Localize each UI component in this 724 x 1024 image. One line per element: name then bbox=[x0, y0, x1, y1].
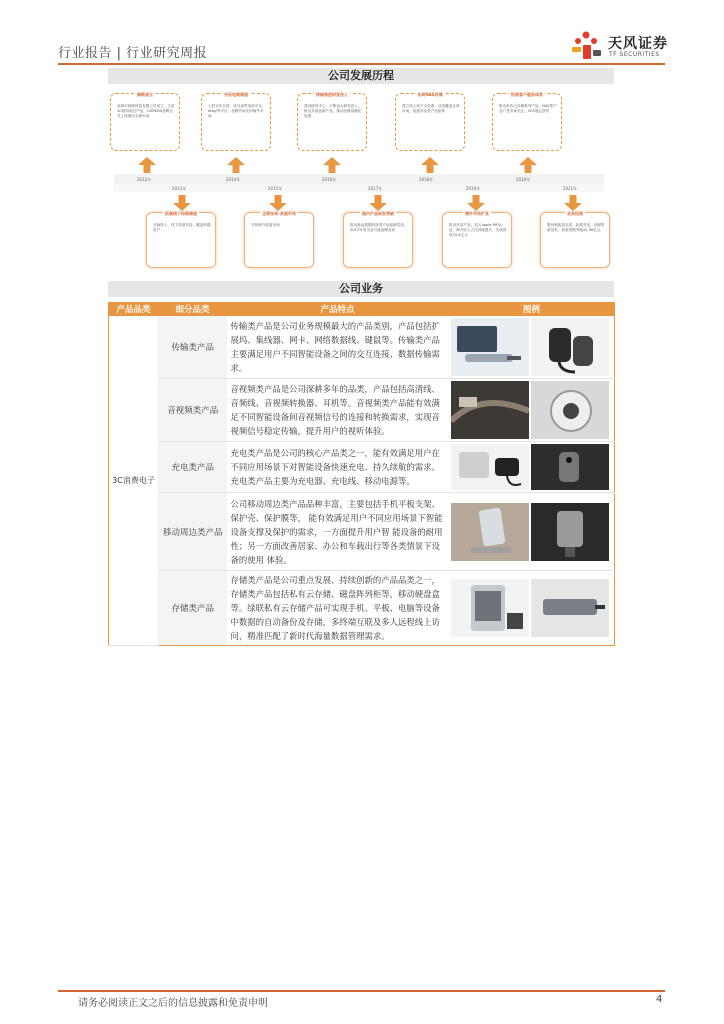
car-phone-mount-image bbox=[531, 503, 609, 561]
event-title: 国内产品研发突破 bbox=[362, 211, 394, 216]
earbuds-image bbox=[531, 381, 609, 439]
phone-stand-image bbox=[451, 503, 529, 561]
business-section-title: 公司业务 bbox=[108, 281, 614, 297]
event-title: 持续推进研发投入 bbox=[316, 92, 348, 97]
timeline-year: 2013年 bbox=[172, 186, 187, 191]
timeline-year: 2014年 bbox=[226, 177, 241, 182]
event-title: 业务拓展 bbox=[567, 211, 583, 216]
tf-logo-icon bbox=[568, 30, 604, 62]
product-image-cell bbox=[449, 379, 615, 442]
subcategory-cell: 移动周边类产品 bbox=[159, 493, 227, 571]
timeline-year: 2019年 bbox=[466, 186, 481, 191]
down-arrow-icon bbox=[173, 195, 191, 211]
up-arrow-icon bbox=[519, 157, 537, 173]
timeline-year: 2015年 bbox=[268, 186, 283, 191]
event-text: 开拓海外渠道市场 bbox=[251, 223, 280, 227]
header-divider bbox=[58, 63, 665, 65]
event-title: 拓展线下经销渠道 bbox=[165, 211, 197, 216]
subcategory-cell: 音视频类产品 bbox=[159, 379, 227, 442]
footer-divider bbox=[58, 990, 665, 992]
product-image-cell bbox=[449, 316, 615, 379]
page-number: 4 bbox=[656, 994, 663, 1005]
column-header: 产品特点 bbox=[227, 303, 449, 316]
upper-event-2 bbox=[201, 93, 271, 151]
table-header-row bbox=[109, 303, 615, 316]
up-arrow-icon bbox=[227, 157, 245, 173]
business-table bbox=[108, 302, 615, 646]
event-title: 海外市场扩张 bbox=[465, 211, 489, 216]
drive-enclosure-image bbox=[531, 579, 609, 637]
down-arrow-icon bbox=[564, 195, 582, 211]
table-row bbox=[109, 442, 615, 493]
lower-event-2 bbox=[244, 212, 314, 268]
usb-hub-image bbox=[451, 318, 529, 376]
lower-event-3 bbox=[343, 212, 413, 268]
event-text: 建设研发中心，不断加大研发投入，推出多款创新产品，推动品牌高端化发展 bbox=[304, 104, 362, 118]
hdmi-cable-image bbox=[451, 381, 529, 439]
charger-image bbox=[451, 444, 529, 490]
timeline-year: 2017年 bbox=[368, 186, 383, 191]
lower-event-1 bbox=[146, 212, 216, 268]
down-arrow-icon bbox=[467, 195, 485, 211]
up-arrow-icon bbox=[138, 157, 156, 173]
event-text: 股份制改造完成，拓展充电、存储等新品类，营收规模突破41.36亿元 bbox=[547, 223, 605, 232]
subcategory-cell: 充电类产品 bbox=[159, 442, 227, 493]
event-text: 深圳市绿联科技有限公司成立，主营3C数码周边产品，UGREEN品牌正式上线面向全球市场 bbox=[117, 104, 175, 118]
feature-cell: 存储类产品是公司重点发展、持续创新的产品品类之一，存储类产品包括私有云存储、磁盘阵列柜等，移动硬盘盒等。绿联私有云存储产品可实现手机、平板、电脑等设备中数据的自动备份及存储，多终端互联及多人远程线上访问，精准匹配了新时代海量数据管理需求。 bbox=[227, 571, 449, 646]
product-image-cell bbox=[449, 571, 615, 646]
column-header: 细分品类 bbox=[159, 303, 227, 316]
event-title: 全球布局-多国市场 bbox=[262, 211, 296, 216]
feature-cell: 充电类产品是公司的核心产品类之一，能有效满足用户在不同应用场景下对智能设备快速充电、持久续航的需求。充电类产品主要为充电器、充电线、移动电源等。 bbox=[227, 442, 449, 493]
event-text: 建立线上线下全渠道，业务覆盖全球市场，拓展多品类产品矩阵 bbox=[402, 104, 460, 113]
subcategory-cell: 存储类产品 bbox=[159, 571, 227, 646]
timeline-year: 2016年 bbox=[322, 177, 337, 182]
upper-event-4 bbox=[395, 93, 465, 151]
down-arrow-icon bbox=[369, 195, 387, 211]
event-text: 推出多款产品，加入Apple MFi认证，海外收入占比持续提升，实现营收25.4亿元 bbox=[449, 223, 507, 237]
up-arrow-icon bbox=[323, 157, 341, 173]
footer-disclaimer: 请务必阅读正文之后的信息披露和免责申明 bbox=[78, 998, 268, 1009]
category-cell: 3C消费电子 bbox=[109, 316, 159, 646]
lower-event-5 bbox=[540, 212, 610, 268]
event-title: 开拓电商渠道 bbox=[224, 92, 248, 97]
column-header: 产品品类 bbox=[109, 303, 159, 316]
timeline-year: 2018年 bbox=[419, 177, 434, 182]
upper-event-5 bbox=[492, 93, 562, 151]
event-text: 推出私有云存储系列产品，NAS等产品广受市场关注，CES展会获奖 bbox=[499, 104, 557, 113]
event-title: 绿联成立 bbox=[137, 92, 153, 97]
subcategory-cell: 传输类产品 bbox=[159, 316, 227, 379]
logo-english-name: TF SECURITIES bbox=[609, 51, 660, 58]
car-charger-image bbox=[531, 444, 609, 490]
nas-storage-image bbox=[451, 579, 529, 637]
table-row bbox=[109, 571, 615, 646]
down-arrow-icon bbox=[269, 195, 287, 211]
timeline-year: 2021年 bbox=[563, 186, 578, 191]
product-image-cell bbox=[449, 493, 615, 571]
table-row bbox=[109, 493, 615, 571]
product-image-cell bbox=[449, 442, 615, 493]
table-row bbox=[109, 316, 615, 379]
history-section-title: 公司发展历程 bbox=[108, 68, 614, 84]
company-logo bbox=[568, 30, 678, 62]
feature-cell: 音视频类产品是公司深耕多年的品类，产品包括高清线、音频线、音视频转换器、耳机等。音视频类产品能有效满足不同智能设备间音视频信号的连接和转换需求，实现音视频信号稳定传输，提升用户的视听体验。 bbox=[227, 379, 449, 442]
column-header: 图例 bbox=[449, 303, 615, 316]
event-text: 开始线上、线下渠道布局，覆盖终端用户 bbox=[153, 223, 211, 232]
table-row bbox=[109, 379, 615, 442]
report-header-title: 行业报告 | 行业研究周报 bbox=[58, 46, 208, 61]
timeline-year: 2012年 bbox=[137, 177, 152, 182]
event-title: 拓展客户服务体系 bbox=[511, 92, 543, 97]
feature-cell: 公司移动周边类产品品种丰富，主要包括手机平板支架、保护壳、保护膜等， 能有效满足用户不同应用场景下智能设备支撑及保护的需求，一方面提升用户智 能设备的耐用性；另一方面改善居家、办公和车载出行等各类情景下设备的使用 体验。 bbox=[227, 493, 449, 571]
up-arrow-icon bbox=[421, 157, 439, 173]
event-title: 布局NAS存储 bbox=[417, 92, 443, 97]
upper-event-1 bbox=[110, 93, 180, 151]
timeline-year: 2020年 bbox=[516, 177, 531, 182]
event-text: 推出新品数据线获得产品创新奖项，2017年成为亚马逊品牌卖家 bbox=[350, 223, 408, 232]
feature-cell: 传输类产品是公司业务规模最大的产品类别，产品包括扩展坞、集线器、网卡、网络数据线、键鼠等。传输类产品主要满足用户不同智能设备之间的交互连接、数据传输需求。 bbox=[227, 316, 449, 379]
upper-event-3 bbox=[297, 93, 367, 151]
lower-event-4 bbox=[442, 212, 512, 268]
logo-chinese-name: 天风证券 bbox=[608, 36, 668, 52]
usb-adapter-image bbox=[531, 318, 609, 376]
event-text: 入驻京东自营、亚马逊等电商平台，ebay等平台，品牌开始走向海外市场 bbox=[208, 104, 266, 118]
